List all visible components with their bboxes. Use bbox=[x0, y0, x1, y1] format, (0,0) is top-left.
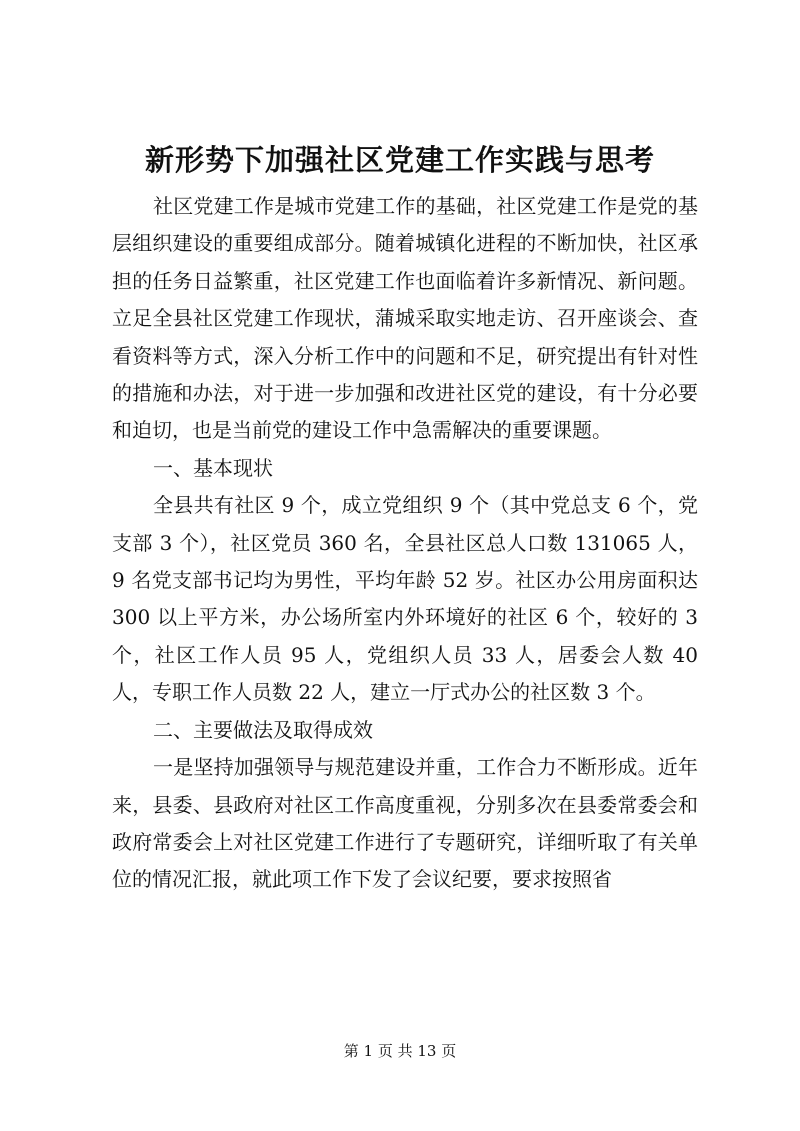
document-body bbox=[112, 188, 698, 899]
intro-paragraph: 社区党建工作是城市党建工作的基础，社区党建工作是党的基层组织建设的重要组成部分。随着城镇化进程的不断加快，社区承担的任务日益繁重，社区党建工作也面临着许多新情况、新问题。立足全县社区党建工作现状，蒲城采取实地走访、召开座谈会、查看资料等方式，深入分析工作中的问题和不足，研究提出有针对性的措施和办法，对于进一步加强和改进社区党的建设，有十分必要和迫切，也是当前党的建设工作中急需解决的重要课题。 bbox=[112, 194, 698, 443]
main-practices-paragraph: 一是坚持加强领导与规范建设并重，工作合力不断形成。近年来，县委、县政府对社区工作高度重视，分别多次在县委常委会和政府常委会上对社区党建工作进行了专题研究，详细听取了有关单位的情况汇报，就此项工作下发了会议纪要，要求按照省 bbox=[112, 755, 698, 892]
section-heading-main-practices: 二、主要做法及取得成效 bbox=[153, 717, 373, 742]
page-number-footer: 第 1 页 共 13 页 bbox=[343, 1042, 457, 1060]
section-heading-basic-status: 一、基本现状 bbox=[153, 455, 273, 480]
document-title: 新形势下加强社区党建工作实践与思考 bbox=[144, 143, 655, 177]
basic-status-paragraph: 全县共有社区 9 个，成立党组织 9 个（其中党总支 6 个，党支部 3 个），社区党员 360 名，全县社区总人口数 131065 人，9 名党支部书记均为男性，平均年龄 52 岁。社区办公用房面积达 300 以上平方米，办公场所室内外环境好的社区 6 个，较好的 3 个，社区工作人员 95 人，党组织人员 33 人，居委会人数 40 人，专职工作人员数 22 人，建立一厅式办公的社区数 3 个。 bbox=[112, 493, 698, 705]
